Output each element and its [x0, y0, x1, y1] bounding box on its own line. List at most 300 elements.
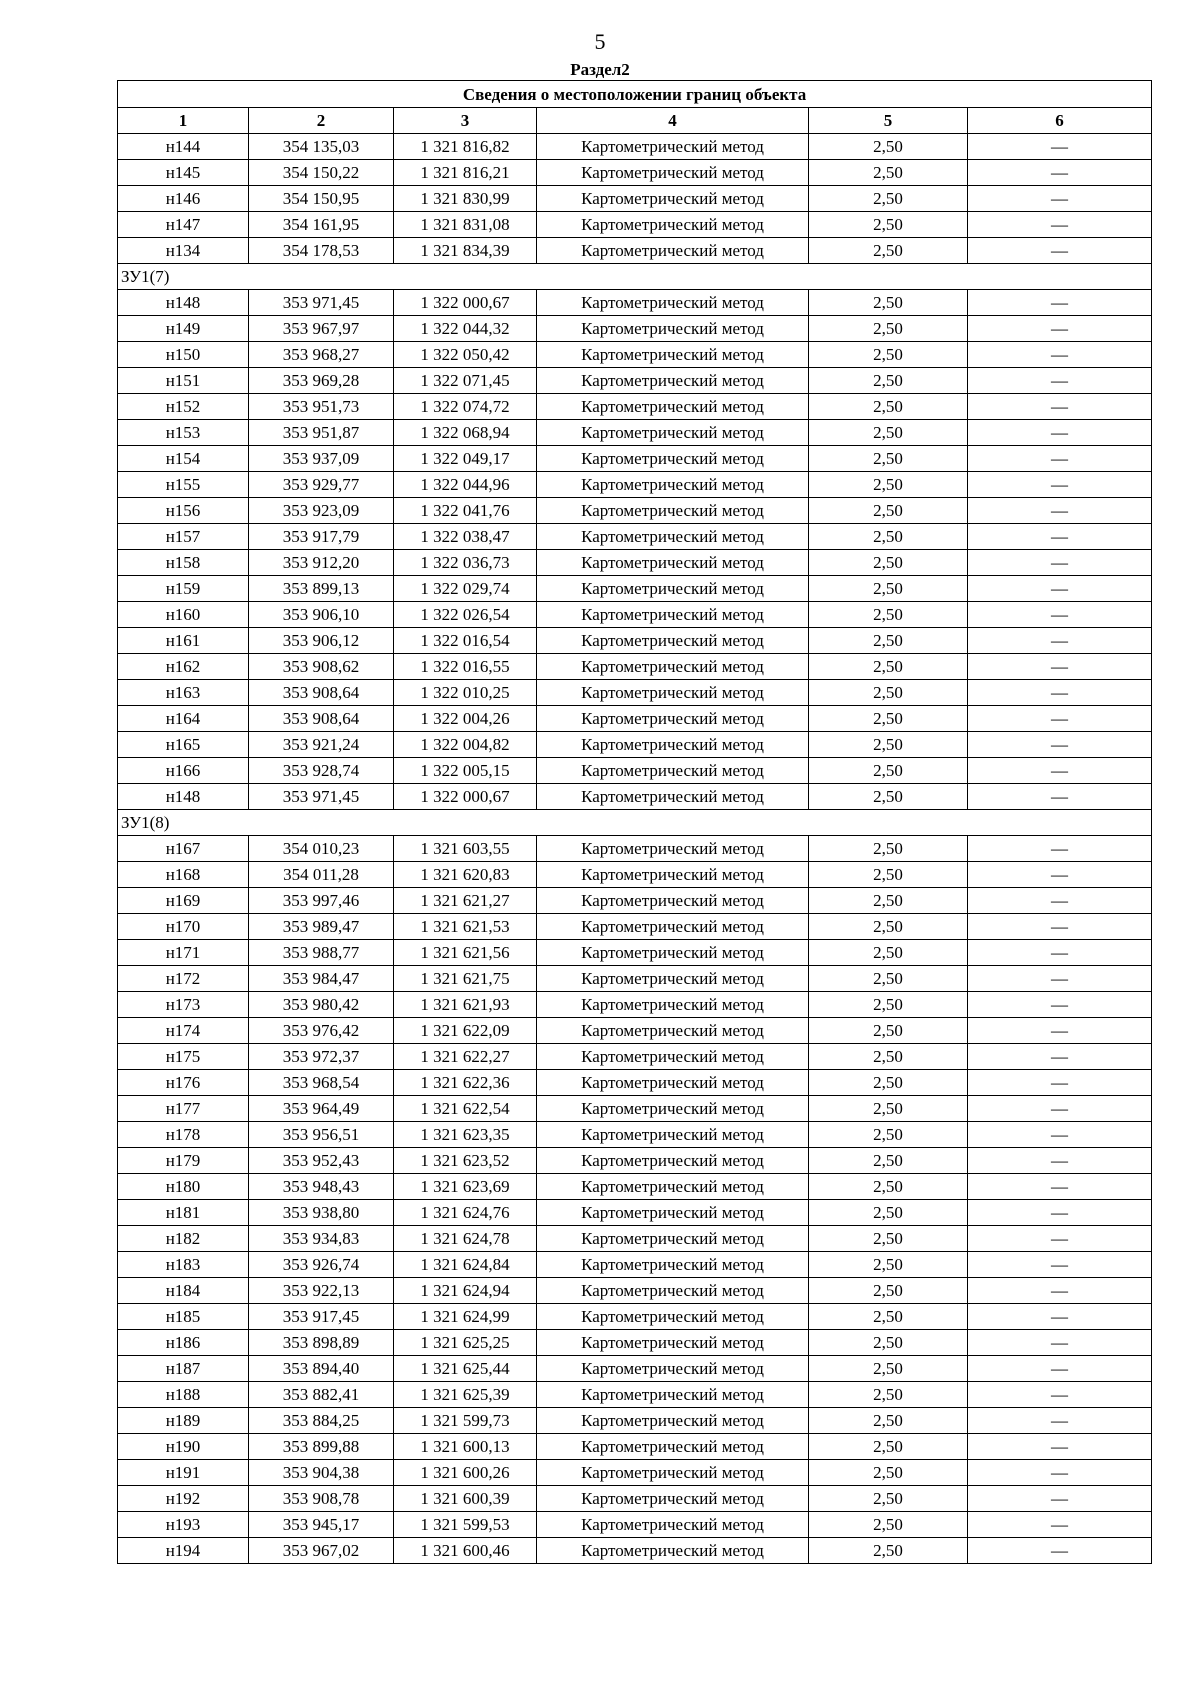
- note-cell: —: [968, 602, 1152, 628]
- table-row: [118, 394, 1152, 420]
- method-cell: Картометрический метод: [537, 1408, 809, 1434]
- x-coordinate-cell: 353 917,79: [249, 524, 394, 550]
- y-coordinate-cell: 1 322 004,26: [394, 706, 537, 732]
- accuracy-cell: 2,50: [809, 1434, 968, 1460]
- y-coordinate-cell: 1 321 625,44: [394, 1356, 537, 1382]
- table-row: [118, 1330, 1152, 1356]
- method-cell: Картометрический метод: [537, 134, 809, 160]
- table-row: [118, 524, 1152, 550]
- table-row: [118, 1434, 1152, 1460]
- note-cell: —: [968, 1330, 1152, 1356]
- method-cell: Картометрический метод: [537, 1044, 809, 1070]
- point-name-cell: н149: [118, 316, 249, 342]
- note-cell: —: [968, 992, 1152, 1018]
- accuracy-cell: 2,50: [809, 394, 968, 420]
- accuracy-cell: 2,50: [809, 1538, 968, 1564]
- method-cell: Картометрический метод: [537, 862, 809, 888]
- point-name-cell: н171: [118, 940, 249, 966]
- x-coordinate-cell: 353 906,10: [249, 602, 394, 628]
- accuracy-cell: 2,50: [809, 706, 968, 732]
- y-coordinate-cell: 1 321 623,35: [394, 1122, 537, 1148]
- table-row: [118, 1408, 1152, 1434]
- point-name-cell: н159: [118, 576, 249, 602]
- method-cell: Картометрический метод: [537, 1122, 809, 1148]
- table-row: [118, 628, 1152, 654]
- note-cell: —: [968, 550, 1152, 576]
- note-cell: —: [968, 680, 1152, 706]
- column-number: 2: [249, 108, 394, 134]
- method-cell: Картометрический метод: [537, 706, 809, 732]
- table-row: [118, 602, 1152, 628]
- accuracy-cell: 2,50: [809, 472, 968, 498]
- table-row: [118, 758, 1152, 784]
- method-cell: Картометрический метод: [537, 420, 809, 446]
- method-cell: Картометрический метод: [537, 628, 809, 654]
- x-coordinate-cell: 353 988,77: [249, 940, 394, 966]
- x-coordinate-cell: 353 967,97: [249, 316, 394, 342]
- method-cell: Картометрический метод: [537, 992, 809, 1018]
- note-cell: —: [968, 446, 1152, 472]
- table-row: [118, 1356, 1152, 1382]
- y-coordinate-cell: 1 322 005,15: [394, 758, 537, 784]
- x-coordinate-cell: 353 898,89: [249, 1330, 394, 1356]
- method-cell: Картометрический метод: [537, 446, 809, 472]
- accuracy-cell: 2,50: [809, 1252, 968, 1278]
- y-coordinate-cell: 1 321 621,75: [394, 966, 537, 992]
- note-cell: —: [968, 576, 1152, 602]
- note-cell: —: [968, 524, 1152, 550]
- point-name-cell: н190: [118, 1434, 249, 1460]
- table-row: [118, 316, 1152, 342]
- note-cell: —: [968, 1226, 1152, 1252]
- note-cell: —: [968, 1096, 1152, 1122]
- group-header-row: [118, 264, 1152, 290]
- y-coordinate-cell: 1 322 044,32: [394, 316, 537, 342]
- column-number: 3: [394, 108, 537, 134]
- table-row: [118, 1148, 1152, 1174]
- y-coordinate-cell: 1 321 621,93: [394, 992, 537, 1018]
- accuracy-cell: 2,50: [809, 1044, 968, 1070]
- y-coordinate-cell: 1 322 029,74: [394, 576, 537, 602]
- method-cell: Картометрический метод: [537, 966, 809, 992]
- x-coordinate-cell: 354 161,95: [249, 212, 394, 238]
- x-coordinate-cell: 354 135,03: [249, 134, 394, 160]
- method-cell: Картометрический метод: [537, 1460, 809, 1486]
- y-coordinate-cell: 1 322 038,47: [394, 524, 537, 550]
- y-coordinate-cell: 1 322 010,25: [394, 680, 537, 706]
- note-cell: —: [968, 940, 1152, 966]
- x-coordinate-cell: 353 899,88: [249, 1434, 394, 1460]
- accuracy-cell: 2,50: [809, 1330, 968, 1356]
- accuracy-cell: 2,50: [809, 1512, 968, 1538]
- method-cell: Картометрический метод: [537, 498, 809, 524]
- point-name-cell: н179: [118, 1148, 249, 1174]
- column-number: 6: [968, 108, 1152, 134]
- method-cell: Картометрический метод: [537, 1148, 809, 1174]
- x-coordinate-cell: 353 972,37: [249, 1044, 394, 1070]
- accuracy-cell: 2,50: [809, 1486, 968, 1512]
- group-header-row: [118, 810, 1152, 836]
- column-number: 5: [809, 108, 968, 134]
- point-name-cell: н178: [118, 1122, 249, 1148]
- note-cell: —: [968, 784, 1152, 810]
- y-coordinate-cell: 1 321 622,27: [394, 1044, 537, 1070]
- accuracy-cell: 2,50: [809, 940, 968, 966]
- method-cell: Картометрический метод: [537, 472, 809, 498]
- method-cell: Картометрический метод: [537, 1018, 809, 1044]
- note-cell: —: [968, 758, 1152, 784]
- x-coordinate-cell: 353 882,41: [249, 1382, 394, 1408]
- x-coordinate-cell: 353 928,74: [249, 758, 394, 784]
- y-coordinate-cell: 1 321 599,73: [394, 1408, 537, 1434]
- point-name-cell: н156: [118, 498, 249, 524]
- column-number: 4: [537, 108, 809, 134]
- accuracy-cell: 2,50: [809, 1122, 968, 1148]
- table-row: [118, 1200, 1152, 1226]
- x-coordinate-cell: 353 967,02: [249, 1538, 394, 1564]
- x-coordinate-cell: 354 150,22: [249, 160, 394, 186]
- accuracy-cell: 2,50: [809, 1174, 968, 1200]
- x-coordinate-cell: 353 906,12: [249, 628, 394, 654]
- y-coordinate-cell: 1 321 600,46: [394, 1538, 537, 1564]
- column-number-row: [118, 108, 1152, 134]
- y-coordinate-cell: 1 321 622,09: [394, 1018, 537, 1044]
- point-name-cell: н174: [118, 1018, 249, 1044]
- x-coordinate-cell: 353 912,20: [249, 550, 394, 576]
- note-cell: —: [968, 836, 1152, 862]
- table-row: [118, 1044, 1152, 1070]
- accuracy-cell: 2,50: [809, 1148, 968, 1174]
- point-name-cell: н192: [118, 1486, 249, 1512]
- table-row: [118, 186, 1152, 212]
- x-coordinate-cell: 353 976,42: [249, 1018, 394, 1044]
- accuracy-cell: 2,50: [809, 966, 968, 992]
- table-row: [118, 1278, 1152, 1304]
- point-name-cell: н182: [118, 1226, 249, 1252]
- accuracy-cell: 2,50: [809, 446, 968, 472]
- note-cell: —: [968, 394, 1152, 420]
- x-coordinate-cell: 353 951,73: [249, 394, 394, 420]
- x-coordinate-cell: 353 908,62: [249, 654, 394, 680]
- note-cell: —: [968, 1304, 1152, 1330]
- x-coordinate-cell: 353 908,64: [249, 706, 394, 732]
- y-coordinate-cell: 1 321 816,82: [394, 134, 537, 160]
- method-cell: Картометрический метод: [537, 1512, 809, 1538]
- method-cell: Картометрический метод: [537, 940, 809, 966]
- note-cell: —: [968, 966, 1152, 992]
- y-coordinate-cell: 1 321 830,99: [394, 186, 537, 212]
- point-name-cell: н148: [118, 784, 249, 810]
- method-cell: Картометрический метод: [537, 784, 809, 810]
- x-coordinate-cell: 353 938,80: [249, 1200, 394, 1226]
- accuracy-cell: 2,50: [809, 654, 968, 680]
- x-coordinate-cell: 353 997,46: [249, 888, 394, 914]
- table-row: [118, 368, 1152, 394]
- y-coordinate-cell: 1 322 004,82: [394, 732, 537, 758]
- x-coordinate-cell: 353 926,74: [249, 1252, 394, 1278]
- table-row: [118, 1018, 1152, 1044]
- note-cell: —: [968, 1018, 1152, 1044]
- table-row: [118, 680, 1152, 706]
- x-coordinate-cell: 353 884,25: [249, 1408, 394, 1434]
- table-row: [118, 732, 1152, 758]
- table-row: [118, 706, 1152, 732]
- method-cell: Картометрический метод: [537, 238, 809, 264]
- point-name-cell: н144: [118, 134, 249, 160]
- note-cell: —: [968, 914, 1152, 940]
- y-coordinate-cell: 1 321 599,53: [394, 1512, 537, 1538]
- accuracy-cell: 2,50: [809, 1356, 968, 1382]
- note-cell: —: [968, 134, 1152, 160]
- section-title: Раздел2: [570, 60, 630, 79]
- accuracy-cell: 2,50: [809, 186, 968, 212]
- table-caption: Сведения о местоположении границ объекта: [118, 81, 1152, 108]
- y-coordinate-cell: 1 321 624,76: [394, 1200, 537, 1226]
- y-coordinate-cell: 1 322 049,17: [394, 446, 537, 472]
- point-name-cell: н170: [118, 914, 249, 940]
- point-name-cell: н168: [118, 862, 249, 888]
- table-row: [118, 134, 1152, 160]
- method-cell: Картометрический метод: [537, 550, 809, 576]
- point-name-cell: н152: [118, 394, 249, 420]
- point-name-cell: н187: [118, 1356, 249, 1382]
- point-name-cell: н186: [118, 1330, 249, 1356]
- y-coordinate-cell: 1 321 621,27: [394, 888, 537, 914]
- method-cell: Картометрический метод: [537, 732, 809, 758]
- accuracy-cell: 2,50: [809, 758, 968, 784]
- x-coordinate-cell: 353 923,09: [249, 498, 394, 524]
- y-coordinate-cell: 1 322 041,76: [394, 498, 537, 524]
- table-row: [118, 1174, 1152, 1200]
- method-cell: Картометрический метод: [537, 1226, 809, 1252]
- point-name-cell: н157: [118, 524, 249, 550]
- point-name-cell: н153: [118, 420, 249, 446]
- method-cell: Картометрический метод: [537, 680, 809, 706]
- x-coordinate-cell: 353 968,27: [249, 342, 394, 368]
- point-name-cell: н189: [118, 1408, 249, 1434]
- note-cell: —: [968, 1200, 1152, 1226]
- accuracy-cell: 2,50: [809, 524, 968, 550]
- point-name-cell: н154: [118, 446, 249, 472]
- y-coordinate-cell: 1 321 834,39: [394, 238, 537, 264]
- y-coordinate-cell: 1 321 831,08: [394, 212, 537, 238]
- note-cell: —: [968, 1356, 1152, 1382]
- point-name-cell: н166: [118, 758, 249, 784]
- note-cell: —: [968, 1486, 1152, 1512]
- method-cell: Картометрический метод: [537, 1278, 809, 1304]
- note-cell: —: [968, 498, 1152, 524]
- table-row: [118, 472, 1152, 498]
- y-coordinate-cell: 1 321 623,69: [394, 1174, 537, 1200]
- point-name-cell: н151: [118, 368, 249, 394]
- x-coordinate-cell: 353 971,45: [249, 290, 394, 316]
- point-name-cell: н150: [118, 342, 249, 368]
- method-cell: Картометрический метод: [537, 368, 809, 394]
- y-coordinate-cell: 1 322 036,73: [394, 550, 537, 576]
- point-name-cell: н146: [118, 186, 249, 212]
- method-cell: Картометрический метод: [537, 1434, 809, 1460]
- table-row: [118, 212, 1152, 238]
- note-cell: —: [968, 160, 1152, 186]
- accuracy-cell: 2,50: [809, 160, 968, 186]
- accuracy-cell: 2,50: [809, 238, 968, 264]
- x-coordinate-cell: 354 178,53: [249, 238, 394, 264]
- note-cell: —: [968, 628, 1152, 654]
- accuracy-cell: 2,50: [809, 1018, 968, 1044]
- table-row: [118, 992, 1152, 1018]
- y-coordinate-cell: 1 322 068,94: [394, 420, 537, 446]
- x-coordinate-cell: 353 899,13: [249, 576, 394, 602]
- point-name-cell: н165: [118, 732, 249, 758]
- y-coordinate-cell: 1 322 074,72: [394, 394, 537, 420]
- y-coordinate-cell: 1 321 603,55: [394, 836, 537, 862]
- y-coordinate-cell: 1 321 625,25: [394, 1330, 537, 1356]
- note-cell: —: [968, 186, 1152, 212]
- x-coordinate-cell: 353 908,78: [249, 1486, 394, 1512]
- accuracy-cell: 2,50: [809, 1460, 968, 1486]
- x-coordinate-cell: 353 989,47: [249, 914, 394, 940]
- point-name-cell: н147: [118, 212, 249, 238]
- x-coordinate-cell: 353 980,42: [249, 992, 394, 1018]
- table-caption-row: [118, 81, 1152, 108]
- method-cell: Картометрический метод: [537, 654, 809, 680]
- point-name-cell: н158: [118, 550, 249, 576]
- page-number: 5: [594, 29, 606, 54]
- point-name-cell: н164: [118, 706, 249, 732]
- method-cell: Картометрический метод: [537, 394, 809, 420]
- accuracy-cell: 2,50: [809, 576, 968, 602]
- method-cell: Картометрический метод: [537, 576, 809, 602]
- method-cell: Картометрический метод: [537, 290, 809, 316]
- point-name-cell: н181: [118, 1200, 249, 1226]
- y-coordinate-cell: 1 321 623,52: [394, 1148, 537, 1174]
- accuracy-cell: 2,50: [809, 212, 968, 238]
- note-cell: —: [968, 290, 1152, 316]
- y-coordinate-cell: 1 322 000,67: [394, 784, 537, 810]
- accuracy-cell: 2,50: [809, 602, 968, 628]
- y-coordinate-cell: 1 322 071,45: [394, 368, 537, 394]
- x-coordinate-cell: 353 964,49: [249, 1096, 394, 1122]
- point-name-cell: н183: [118, 1252, 249, 1278]
- y-coordinate-cell: 1 321 600,13: [394, 1434, 537, 1460]
- table-row: [118, 290, 1152, 316]
- point-name-cell: н145: [118, 160, 249, 186]
- x-coordinate-cell: 353 984,47: [249, 966, 394, 992]
- y-coordinate-cell: 1 321 816,21: [394, 160, 537, 186]
- point-name-cell: н177: [118, 1096, 249, 1122]
- accuracy-cell: 2,50: [809, 550, 968, 576]
- point-name-cell: н191: [118, 1460, 249, 1486]
- method-cell: Картометрический метод: [537, 888, 809, 914]
- method-cell: Картометрический метод: [537, 1200, 809, 1226]
- y-coordinate-cell: 1 321 600,26: [394, 1460, 537, 1486]
- table-row: [118, 238, 1152, 264]
- x-coordinate-cell: 353 904,38: [249, 1460, 394, 1486]
- point-name-cell: н155: [118, 472, 249, 498]
- point-name-cell: н184: [118, 1278, 249, 1304]
- method-cell: Картометрический метод: [537, 316, 809, 342]
- note-cell: —: [968, 1148, 1152, 1174]
- method-cell: Картометрический метод: [537, 342, 809, 368]
- accuracy-cell: 2,50: [809, 888, 968, 914]
- table-row: [118, 862, 1152, 888]
- table-row: [118, 914, 1152, 940]
- table-row: [118, 1460, 1152, 1486]
- table-row: [118, 1226, 1152, 1252]
- point-name-cell: н167: [118, 836, 249, 862]
- x-coordinate-cell: 353 971,45: [249, 784, 394, 810]
- x-coordinate-cell: 353 908,64: [249, 680, 394, 706]
- method-cell: Картометрический метод: [537, 758, 809, 784]
- y-coordinate-cell: 1 322 044,96: [394, 472, 537, 498]
- point-name-cell: н188: [118, 1382, 249, 1408]
- accuracy-cell: 2,50: [809, 1278, 968, 1304]
- table-row: [118, 1070, 1152, 1096]
- point-name-cell: н172: [118, 966, 249, 992]
- table-row: [118, 160, 1152, 186]
- table-row: [118, 836, 1152, 862]
- table-row: [118, 550, 1152, 576]
- table-row: [118, 1096, 1152, 1122]
- table-row: [118, 342, 1152, 368]
- table-row: [118, 576, 1152, 602]
- y-coordinate-cell: 1 322 016,54: [394, 628, 537, 654]
- point-name-cell: н194: [118, 1538, 249, 1564]
- accuracy-cell: 2,50: [809, 498, 968, 524]
- note-cell: —: [968, 1174, 1152, 1200]
- accuracy-cell: 2,50: [809, 290, 968, 316]
- note-cell: —: [968, 1408, 1152, 1434]
- accuracy-cell: 2,50: [809, 1304, 968, 1330]
- y-coordinate-cell: 1 321 620,83: [394, 862, 537, 888]
- group-label: ЗУ1(8): [118, 810, 1152, 836]
- accuracy-cell: 2,50: [809, 1096, 968, 1122]
- point-name-cell: н160: [118, 602, 249, 628]
- x-coordinate-cell: 353 937,09: [249, 446, 394, 472]
- method-cell: Картометрический метод: [537, 914, 809, 940]
- x-coordinate-cell: 353 934,83: [249, 1226, 394, 1252]
- y-coordinate-cell: 1 321 621,53: [394, 914, 537, 940]
- table-row: [118, 1512, 1152, 1538]
- note-cell: —: [968, 706, 1152, 732]
- y-coordinate-cell: 1 321 624,78: [394, 1226, 537, 1252]
- note-cell: —: [968, 862, 1152, 888]
- x-coordinate-cell: 353 956,51: [249, 1122, 394, 1148]
- table-row: [118, 888, 1152, 914]
- note-cell: —: [968, 1382, 1152, 1408]
- method-cell: Картометрический метод: [537, 1252, 809, 1278]
- x-coordinate-cell: 353 948,43: [249, 1174, 394, 1200]
- point-name-cell: н163: [118, 680, 249, 706]
- accuracy-cell: 2,50: [809, 914, 968, 940]
- table-row: [118, 1122, 1152, 1148]
- accuracy-cell: 2,50: [809, 316, 968, 342]
- note-cell: —: [968, 888, 1152, 914]
- y-coordinate-cell: 1 321 625,39: [394, 1382, 537, 1408]
- note-cell: —: [968, 732, 1152, 758]
- accuracy-cell: 2,50: [809, 342, 968, 368]
- y-coordinate-cell: 1 322 000,67: [394, 290, 537, 316]
- table-row: [118, 966, 1152, 992]
- method-cell: Картометрический метод: [537, 1356, 809, 1382]
- table-row: [118, 1252, 1152, 1278]
- point-name-cell: н180: [118, 1174, 249, 1200]
- y-coordinate-cell: 1 321 600,39: [394, 1486, 537, 1512]
- table-row: [118, 784, 1152, 810]
- point-name-cell: н185: [118, 1304, 249, 1330]
- table-row: [118, 940, 1152, 966]
- method-cell: Картометрический метод: [537, 836, 809, 862]
